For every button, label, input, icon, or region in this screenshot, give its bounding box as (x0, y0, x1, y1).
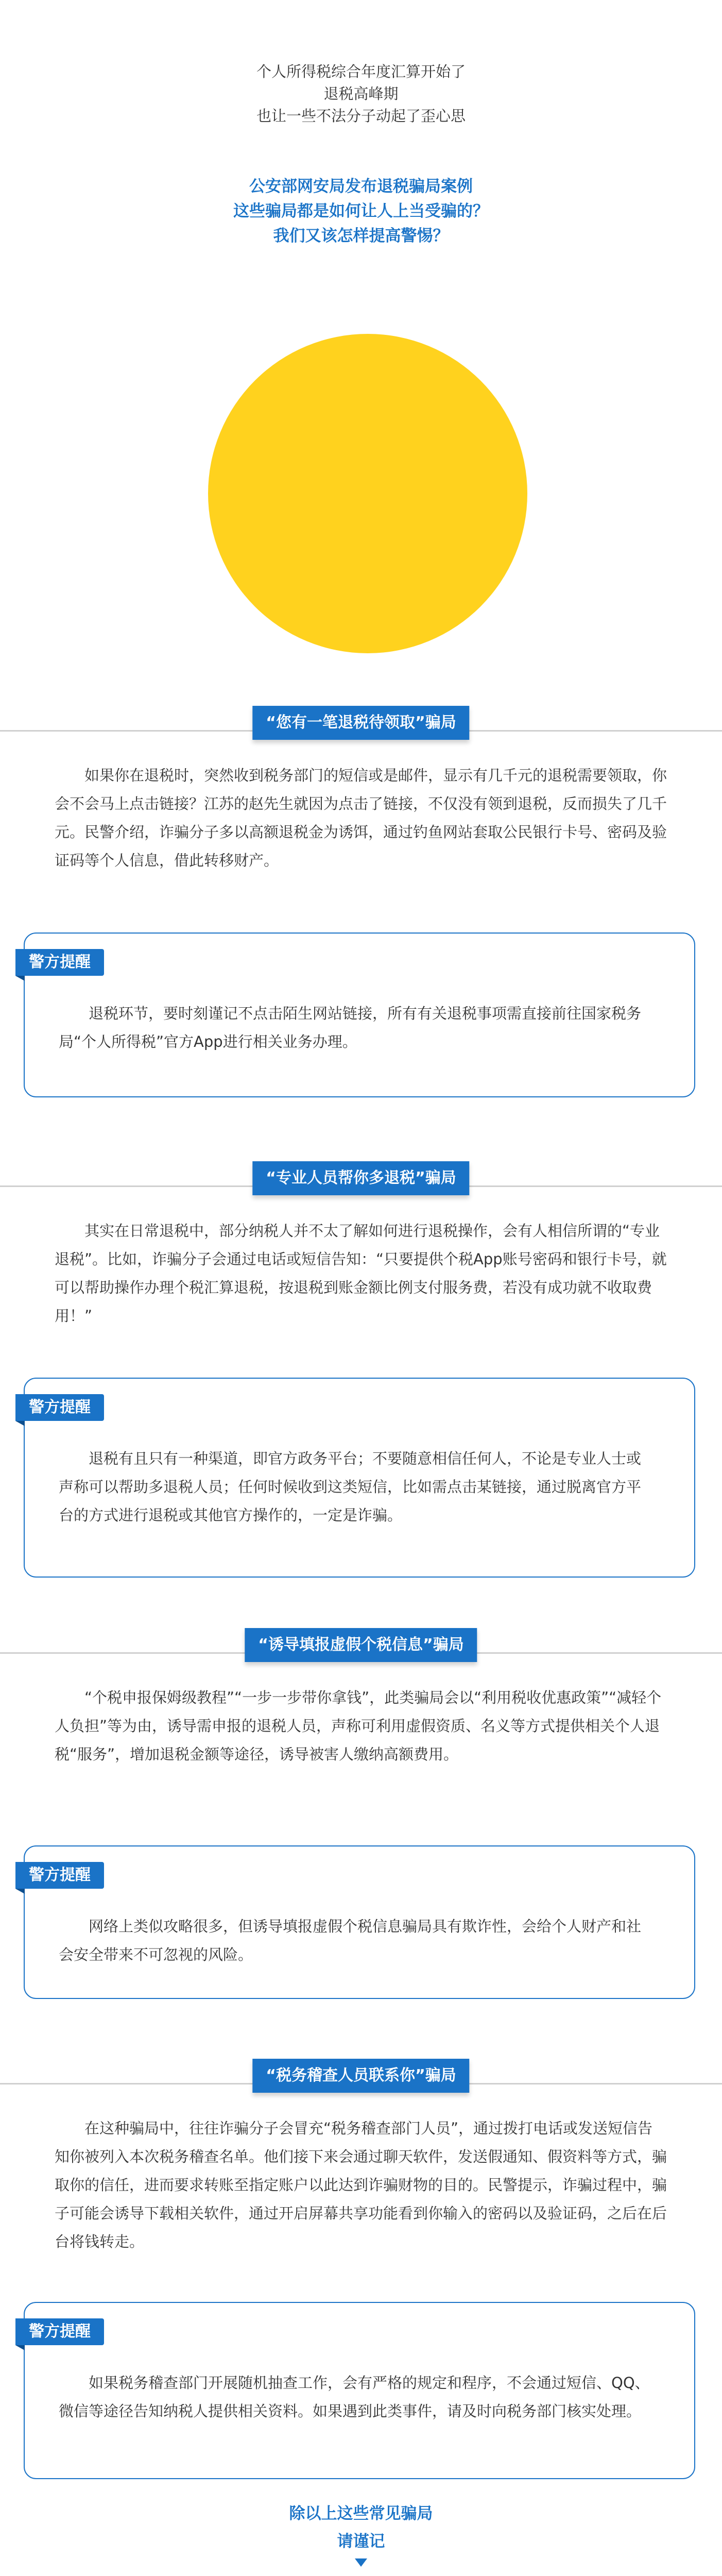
arrow-down-icon (355, 2558, 367, 2567)
headline-block (0, 174, 722, 248)
warning-text: 如果税务稽查部门开展随机抽查工作，会有严格的规定和程序，不会通过短信、QQ、微信等途径告知纳税人提供相关资料。如果遇到此类事件，请及时向税务部门核实处理。 (59, 2374, 650, 2420)
warning-text: 退税环节，要时刻谨记不点击陌生网站链接，所有有关退税事项需直接前往国家税务局“个人所得税”官方App进行相关业务办理。 (59, 1005, 642, 1050)
closing-line: 请谨记 (337, 2532, 385, 2551)
section-title: “专业人员帮你多退税”骗局 (252, 1161, 469, 1195)
warning-box (24, 1378, 695, 1578)
section-body: 在这种骗局中，往往诈骗分子会冒充“税务稽查部门人员”，通过拨打电话或发送短信告知你被列入本次税务稽查名单。他们接下来会通过聊天软件，发送假通知、假资料等方式，骗取你的信任，进而要求转账至指定账户以此达到诈骗财物的目的。民警提示，诈骗过程中，骗子可能会诱导下载相关软件，通过开启屏幕共享功能看到你输入的密码以及验证码，之后在后台将钱转走。 (55, 2120, 667, 2250)
headline-line: 这些骗局都是如何让人上当受骗的？ (233, 202, 489, 221)
section-banner (0, 1161, 722, 1195)
section-body: 其实在日常退税中，部分纳税人并不太了解如何进行退税操作，会有人相信所谓的“专业退税”。比如，诈骗分子会通过电话或短信告知：“只要提供个税App账号密码和银行卡号，就可以帮助操作办理个税汇算退税，按退税到账金额比例支付服务费，若没有成功就不收取费用！” (55, 1222, 667, 1325)
warning-box (24, 933, 695, 1097)
headline-line: 公安部网安局发布退税骗局案例 (249, 177, 473, 196)
section-banner (0, 706, 722, 740)
warning-tag: 警方提醒 (15, 1394, 104, 1421)
warning-box (24, 2302, 695, 2479)
intro-line: 个人所得税综合年度汇算开始了 (256, 63, 466, 80)
section-title: “您有一笔退税待领取”骗局 (252, 706, 469, 740)
warning-tag: 警方提醒 (15, 949, 104, 976)
intro-block (0, 61, 722, 127)
section-banner (0, 2059, 722, 2093)
closing-line: 除以上这些常见骗局 (289, 2504, 433, 2523)
warning-text: 网络上类似攻略很多，但诱导填报虚假个税信息骗局具有欺诈性，会给个人财产和社会安全带来不可忽视的风险。 (59, 1918, 642, 1963)
closing-block (0, 2500, 722, 2555)
section-body: 如果你在退税时，突然收到税务部门的短信或是邮件，显示有几千元的退税需要领取，你会不会马上点击链接？江苏的赵先生就因为点击了链接，不仅没有领到退税，反而损失了几千元。民警介绍，诈骗分子多以高额退税金为诱饵，通过钓鱼网站套取公民银行卡号、密码及验证码等个人信息，借此转移财产。 (55, 767, 667, 869)
warning-box (24, 1845, 695, 1999)
intro-line: 也让一些不法分子动起了歪心思 (256, 107, 466, 125)
warning-tag: 警方提醒 (15, 2318, 104, 2345)
warning-tag: 警方提醒 (15, 1862, 104, 1889)
section-banner (0, 1628, 722, 1662)
section-title: “诱导填报虚假个税信息”骗局 (245, 1628, 477, 1662)
warning-text: 退税有且只有一种渠道，即官方政务平台；不要随意相信任何人，不论是专业人士或声称可以帮助多退税人员；任何时候收到这类短信，比如需点击某链接，通过脱离官方平台的方式进行退税或其他官方操作的，一定是诈骗。 (59, 1450, 642, 1524)
intro-line: 退税高峰期 (323, 85, 399, 103)
section-body: “个税申报保姆级教程”“一步一步带你拿钱”，此类骗局会以“利用税收优惠政策”“减轻个人负担”等为由，诱导需申报的退税人员，声称可利用虚假资质、名义等方式提供相关个人退税“服务”，增加退税金额等途径，诱导被害人缴纳高额费用。 (55, 1689, 662, 1763)
headline-line: 我们又该怎样提高警惕？ (273, 227, 449, 245)
hero-circle-image (208, 334, 527, 653)
section-title: “税务稽查人员联系你”骗局 (252, 2059, 469, 2093)
